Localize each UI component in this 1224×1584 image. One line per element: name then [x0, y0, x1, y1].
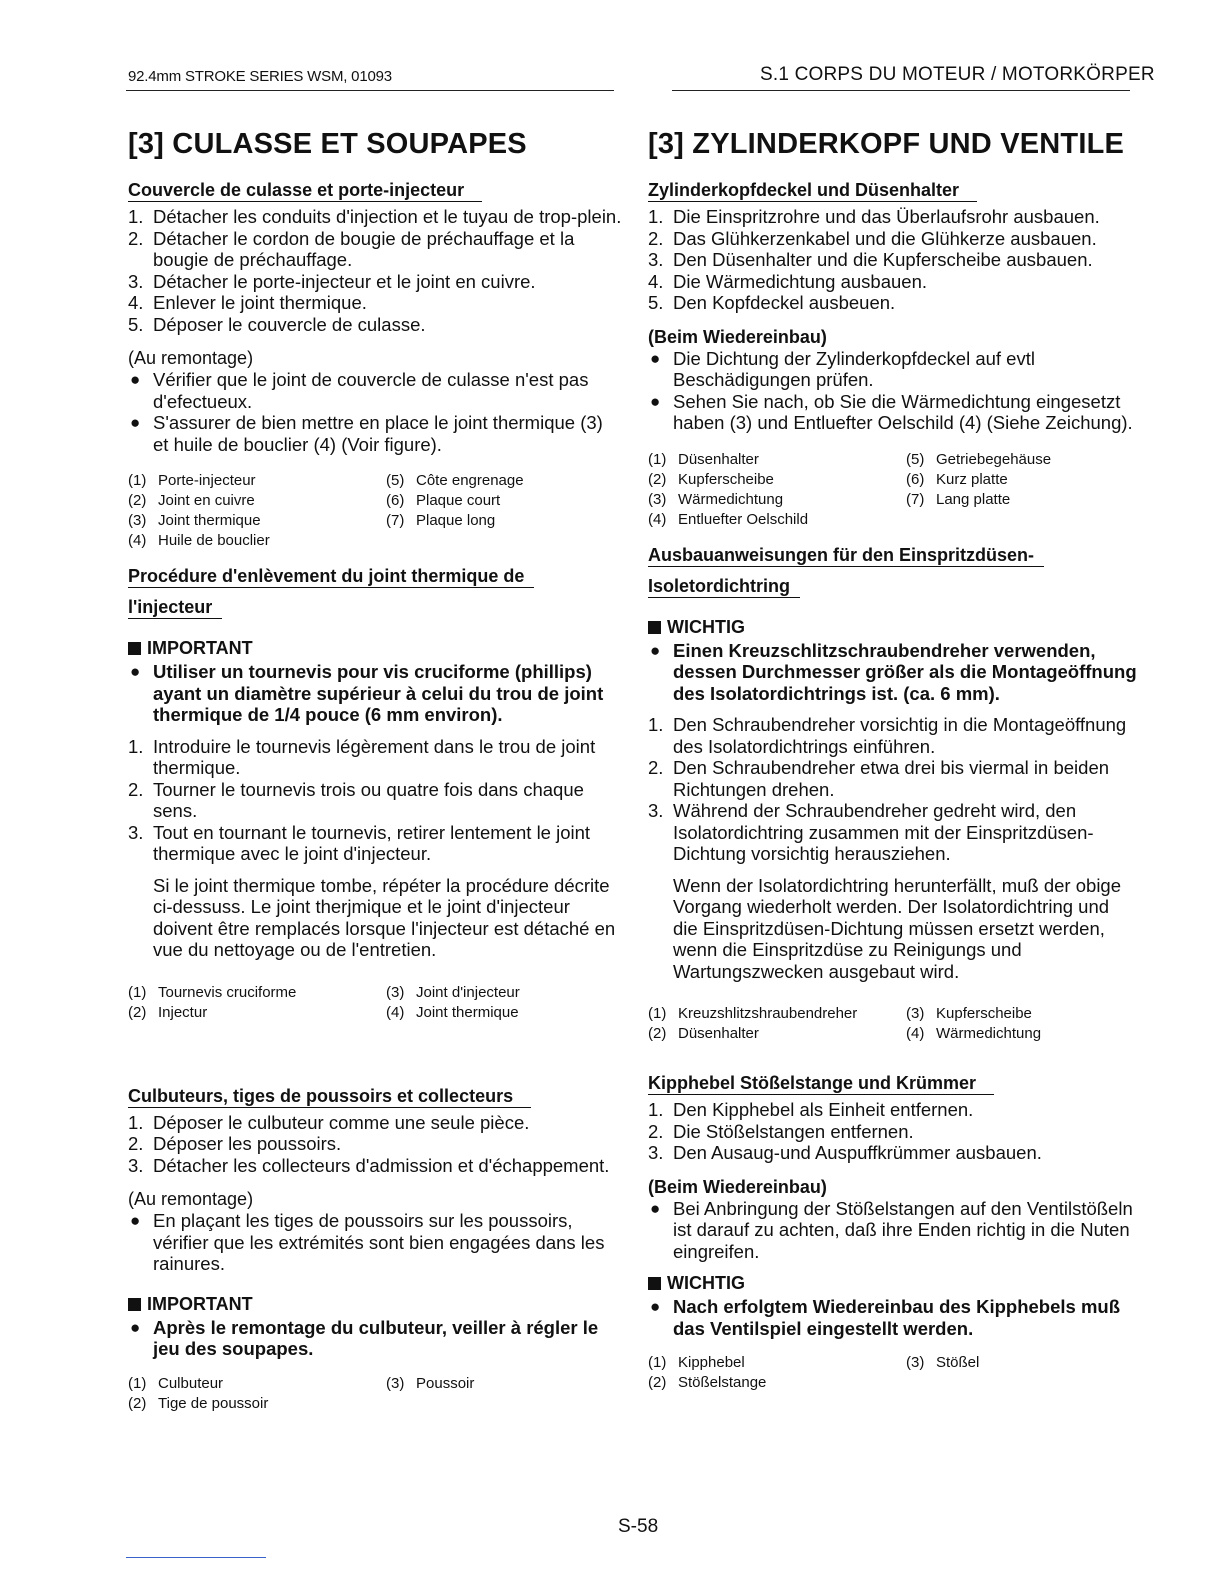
legend-item — [128, 531, 386, 551]
bullet-dot-icon: ● — [650, 1198, 661, 1218]
legend-number: (7) — [386, 512, 405, 529]
step-list — [128, 1112, 622, 1177]
step-list — [648, 714, 1138, 865]
bullet-dot-icon: ● — [130, 1317, 141, 1337]
step-item — [648, 800, 1138, 865]
legend-text: Entluefter Oelschild — [678, 510, 809, 528]
bullet-text: Einen Kreuzschlitzschraubendreher verwenden, dessen Durchmesser größer als die Montageöffnung des Isolatordichtrings ist. (ca. 6 mm). — [673, 639, 1137, 704]
step-text: Die Stößelstangen entfernen. — [673, 1120, 914, 1142]
legend-number: (2) — [648, 1374, 667, 1391]
legend-text: Kipphebel — [678, 1354, 745, 1371]
step-item — [648, 206, 1138, 228]
legend-text: Porte-injecteur — [158, 472, 256, 489]
step-number: 1. — [648, 714, 664, 735]
bullet-item — [648, 391, 1138, 434]
legend-number: (2) — [128, 1394, 147, 1412]
figure-legend — [648, 1353, 1138, 1393]
step-number: 1. — [128, 1111, 144, 1133]
step-number: 3. — [128, 270, 144, 292]
step-number: 3. — [648, 800, 664, 821]
french-column — [128, 120, 622, 1414]
step-item — [128, 779, 622, 822]
important-label — [128, 1293, 622, 1315]
legend-text: Culbuteur — [158, 1374, 224, 1392]
step-number: 1. — [128, 206, 144, 227]
step-text: Déposer les poussoirs. — [153, 1133, 342, 1154]
step-text: Den Düsenhalter und die Kupferscheibe ausbauen. — [673, 249, 1093, 270]
step-number: 2. — [128, 227, 144, 249]
bullet-item — [128, 1317, 622, 1360]
square-bullet-icon — [648, 621, 661, 634]
legend-item — [128, 511, 386, 531]
legend-item — [648, 470, 906, 490]
important-text: WICHTIG — [667, 616, 745, 637]
legend-text: Kupferscheibe — [936, 1005, 1032, 1022]
step-item — [128, 271, 622, 293]
subsection-heading: Procédure d'enlèvement du joint thermique de — [128, 565, 534, 588]
step-item — [128, 292, 622, 314]
legend-item — [906, 450, 1136, 470]
legend-text: Kurz platte — [936, 470, 1008, 488]
step-item — [648, 1099, 1138, 1121]
step-text: Die Wärmedichtung ausbauen. — [673, 270, 928, 292]
step-number: 2. — [648, 227, 664, 249]
legend-item — [386, 531, 616, 551]
figure-legend — [128, 983, 622, 1023]
legend-number: (3) — [386, 983, 405, 1001]
bullet-text: Bei Anbringung der Stößelstangen auf den Ventilstößeln ist darauf zu achten, daß ihre Enden richtig in die Nuten eingreifen. — [673, 1197, 1133, 1262]
step-text: Die Einspritzrohre und das Überlaufsrohr ausbauen. — [673, 206, 1100, 227]
important-bullets — [128, 1317, 622, 1360]
subsection-heading: Culbuteurs, tiges de poussoirs et collecteurs — [128, 1085, 531, 1108]
legend-item — [648, 1373, 906, 1393]
legend-item — [648, 490, 906, 510]
legend-text: Injectur — [158, 1003, 208, 1021]
legend-item — [386, 511, 616, 531]
reassembly-label: (Beim Wiedereinbau) — [648, 326, 827, 347]
legend-number: (3) — [906, 1354, 925, 1371]
square-bullet-icon — [128, 642, 141, 655]
step-number: 4. — [648, 270, 664, 292]
legend-text: Kupferscheibe — [678, 470, 774, 488]
step-text: Das Glühkerzenkabel und die Glühkerze ausbauen. — [673, 227, 1097, 249]
important-text: IMPORTANT — [147, 638, 253, 658]
legend-text: Plaque long — [416, 512, 496, 529]
legend-item — [906, 510, 1136, 530]
legend-item — [128, 1003, 386, 1023]
bullet-text: Sehen Sie nach, ob Sie die Wärmedichtung eingesetzt haben (3) und Entluefter Oelschild (4) (Siehe Zeichung). — [673, 390, 1133, 433]
bullet-text: Die Dichtung der Zylinderkopfdeckel auf evtl Beschädigungen prüfen. — [673, 347, 1035, 390]
step-text: Tourner le tournevis trois ou quatre fois dans chaque sens. — [153, 778, 584, 821]
bullet-dot-icon: ● — [650, 1297, 661, 1316]
bullet-list — [648, 348, 1138, 434]
step-number: 5. — [128, 313, 144, 335]
legend-number: (5) — [386, 472, 405, 489]
important-text: IMPORTANT — [147, 1293, 253, 1314]
legend-text: Wärmedichtung — [936, 1025, 1042, 1042]
legend-text: Tournevis cruciforme — [158, 983, 297, 1001]
step-number: 4. — [128, 292, 144, 313]
step-text: Déposer le culbuteur comme une seule pièce. — [153, 1111, 530, 1133]
legend-item — [906, 1024, 1136, 1044]
legend-text: Poussoir — [416, 1374, 475, 1392]
legend-item — [128, 1374, 386, 1394]
header-rule-right — [672, 90, 1130, 91]
legend-number: (2) — [128, 1003, 147, 1021]
legend-number: (6) — [906, 470, 925, 488]
legend-number: (3) — [386, 1374, 405, 1392]
header-rule-left — [126, 90, 614, 91]
step-number: 2. — [128, 1133, 144, 1154]
subsection-heading-cont: Isoletordichtring — [648, 575, 800, 598]
legend-number: (5) — [906, 450, 925, 468]
step-number: 3. — [648, 249, 664, 270]
bullet-list — [128, 369, 622, 455]
step-text: Den Kipphebel als Einheit entfernen. — [673, 1099, 974, 1120]
step-text: Den Ausaug-und Auspuffkrümmer ausbauen. — [673, 1142, 1042, 1163]
legend-text: Kreuzshlitzshraubendreher — [678, 1005, 858, 1022]
bullet-text: Nach erfolgtem Wiedereinbau des Kipphebels muß das Ventilspiel eingestellt werden. — [673, 1296, 1120, 1339]
bullet-text: Vérifier que le joint de couvercle de culasse n'est pas d'efectueux. — [153, 369, 589, 412]
legend-number: (2) — [648, 1025, 667, 1042]
legend-number: (7) — [906, 490, 925, 508]
figure-legend — [128, 471, 622, 551]
legend-text: Wärmedichtung — [678, 490, 784, 508]
bullet-dot-icon: ● — [130, 1211, 141, 1230]
step-item — [648, 292, 1138, 314]
legend-item — [648, 510, 906, 530]
bullet-list — [648, 1198, 1138, 1263]
legend-text: Huile de bouclier — [158, 532, 270, 549]
step-item — [648, 271, 1138, 293]
step-item — [648, 249, 1138, 271]
legend-number: (3) — [648, 490, 667, 508]
bullet-item — [648, 1296, 1138, 1339]
step-list — [648, 1099, 1138, 1164]
step-text: Den Kopfdeckel ausbeuen. — [673, 292, 896, 313]
subsection-heading-cont: l'injecteur — [128, 596, 222, 619]
step-number: 2. — [128, 778, 144, 800]
legend-item — [906, 470, 1136, 490]
note-paragraph: Wenn der Isolatordichtring herunterfällt, muß der obige Vorgang wiederholt werden. Der Isolatordichtring und die Einspritzdüsen-Dichtung müssen ersetzt werden, wenn die Einspritzdüse zu Reinigungs und Wartungszwecken ausgebaut wird. — [673, 874, 1122, 982]
legend-text: Plaque court — [416, 492, 501, 509]
bullet-item — [128, 661, 622, 726]
bullet-item — [648, 1198, 1138, 1263]
step-item — [648, 757, 1138, 800]
legend-text: Joint thermique — [416, 1003, 519, 1021]
legend-number: (1) — [128, 1374, 147, 1392]
bullet-item — [128, 412, 622, 455]
legend-number: (2) — [128, 492, 147, 509]
legend-item — [386, 471, 616, 491]
legend-text: Lang platte — [936, 490, 1011, 508]
legend-number: (4) — [648, 510, 667, 528]
legend-item — [386, 1394, 616, 1414]
figure-legend — [648, 450, 1138, 530]
step-item — [648, 1142, 1138, 1164]
legend-item — [128, 983, 386, 1003]
legend-item — [648, 1353, 906, 1373]
step-text: Enlever le joint thermique. — [153, 292, 367, 313]
step-text: Détacher le cordon de bougie de préchauffage et la bougie de préchauffage. — [153, 227, 575, 270]
step-text: Tout en tournant le tournevis, retirer lentement le joint thermique avec le joint d'injecteur. — [153, 821, 591, 864]
legend-item — [386, 1003, 616, 1023]
legend-item — [906, 1373, 1136, 1393]
subsection-heading: Ausbauanweisungen für den Einspritzdüsen- — [648, 544, 1044, 567]
bullet-dot-icon: ● — [130, 662, 141, 681]
step-text: Den Schraubendreher etwa drei bis viermal in beiden Richtungen drehen. — [673, 757, 1110, 800]
step-item — [128, 1133, 622, 1155]
step-number: 3. — [128, 821, 144, 843]
step-text: Détacher les collecteurs d'admission et d'échappement. — [153, 1154, 610, 1176]
legend-number: (1) — [128, 983, 147, 1001]
bullet-list — [128, 1210, 622, 1275]
legend-text: Joint en cuivre — [158, 492, 255, 509]
legend-text: Côte engrenage — [416, 472, 524, 489]
bullet-item — [648, 640, 1138, 705]
subsection-heading: Couvercle de culasse et porte-injecteur — [128, 179, 482, 202]
bullet-item — [128, 369, 622, 412]
step-text: Den Schraubendreher vorsichtig in die Montageöffnung des Isolatordichtrings einführen. — [673, 714, 1127, 757]
step-text: Déposer le couvercle de culasse. — [153, 313, 426, 335]
important-label — [128, 637, 622, 659]
note-paragraph: Si le joint thermique tombe, répéter la procédure décrite ci-dessuss. Le joint therjmique et le joint d'injecteur doivent être remplacés lorsque l'injecteur est détaché en vue du nettoyage ou de l'entretien. — [153, 874, 616, 960]
bullet-text: Après le remontage du culbuteur, veiller à régler le jeu des soupapes. — [153, 1316, 599, 1359]
step-item — [128, 228, 622, 271]
legend-text: Düsenhalter — [678, 450, 759, 468]
step-list — [128, 736, 622, 865]
legend-item — [128, 471, 386, 491]
legend-item — [648, 450, 906, 470]
legend-number: (1) — [648, 450, 667, 468]
page-number: S-58 — [618, 1516, 659, 1537]
bullet-item — [128, 1210, 622, 1275]
step-number: 1. — [128, 735, 144, 757]
step-item — [128, 206, 622, 228]
legend-text: Stößelstange — [678, 1374, 767, 1391]
legend-item — [128, 1394, 386, 1414]
german-column — [648, 120, 1138, 1393]
important-bullets — [648, 640, 1138, 705]
figure-legend — [128, 1374, 622, 1414]
section-title-de: [3] ZYLINDERKOPF UND VENTILE — [648, 128, 1125, 160]
step-number: 1. — [648, 1099, 664, 1120]
header-right: S.1 CORPS DU MOTEUR / MOTORKÖRPER — [760, 64, 1155, 85]
step-item — [128, 1112, 622, 1134]
legend-number: (1) — [648, 1005, 667, 1022]
bullet-item — [648, 348, 1138, 391]
step-list — [128, 206, 622, 335]
bullet-dot-icon: ● — [650, 640, 661, 660]
important-label — [648, 616, 1138, 638]
reassembly-label: (Beim Wiedereinbau) — [648, 1176, 827, 1197]
step-item — [648, 228, 1138, 250]
important-text: WICHTIG — [667, 1273, 745, 1293]
figure-legend — [648, 1004, 1138, 1044]
bullet-text: En plaçant les tiges de poussoirs sur les poussoirs, vérifier que les extrémités sont bien engagées dans les rainures. — [153, 1210, 605, 1274]
step-text: Während der Schraubendreher gedreht wird, den Isolatordichtring zusammen mit der Einspritzdüsen-Dichtung vorsichtig herausziehen. — [673, 800, 1094, 864]
bullet-text: S'assurer de bien mettre en place le joint thermique (3) et huile de bouclier (4) (Voir figure). — [153, 412, 603, 455]
legend-item — [906, 1004, 1136, 1024]
legend-number: (4) — [128, 532, 147, 549]
reassembly-label: (Au remontage) — [128, 1189, 254, 1209]
bullet-dot-icon: ● — [650, 348, 661, 368]
legend-text: Joint thermique — [158, 512, 261, 529]
important-bullets — [128, 661, 622, 726]
step-text: Détacher le porte-injecteur et le joint en cuivre. — [153, 270, 536, 292]
legend-number: (2) — [648, 470, 667, 488]
legend-text: Düsenhalter — [678, 1025, 759, 1042]
legend-item — [648, 1024, 906, 1044]
legend-number: (3) — [128, 512, 147, 529]
legend-item — [906, 1353, 1136, 1373]
step-text: Détacher les conduits d'injection et le tuyau de trop-plein. — [153, 206, 622, 227]
square-bullet-icon — [648, 1277, 661, 1290]
step-number: 3. — [128, 1154, 144, 1176]
important-label — [648, 1272, 1138, 1294]
square-bullet-icon — [128, 1298, 141, 1311]
legend-number: (3) — [906, 1005, 925, 1022]
step-item — [128, 1155, 622, 1177]
bullet-text: Utiliser un tournevis pour vis cruciforme (phillips) ayant un diamètre supérieur à celui du trou de joint thermique de 1/4 pouce (6 mm environ). — [153, 661, 604, 725]
step-text: Introduire le tournevis légèrement dans le trou de joint thermique. — [153, 735, 596, 778]
step-list — [648, 206, 1138, 314]
reassembly-label: (Au remontage) — [128, 348, 254, 368]
legend-item — [386, 1374, 616, 1394]
legend-item — [906, 490, 1136, 510]
bullet-dot-icon: ● — [130, 413, 141, 432]
legend-text: Joint d'injecteur — [416, 983, 520, 1001]
legend-item — [648, 1004, 906, 1024]
step-item — [648, 714, 1138, 757]
step-number: 5. — [648, 292, 664, 313]
footer-rule — [126, 1557, 266, 1558]
important-bullets — [648, 1296, 1138, 1339]
legend-text: Getriebegehäuse — [936, 450, 1052, 468]
step-number: 1. — [648, 206, 664, 227]
bullet-dot-icon: ● — [650, 391, 661, 411]
subsection-heading: Zylinderkopfdeckel und Düsenhalter — [648, 179, 977, 202]
step-item — [128, 314, 622, 336]
step-item — [128, 822, 622, 865]
subsection-heading: Kipphebel Stößelstange und Krümmer — [648, 1072, 994, 1095]
legend-text: Tige de poussoir — [158, 1394, 269, 1412]
section-title-fr: [3] CULASSE ET SOUPAPES — [128, 128, 527, 160]
legend-item — [128, 491, 386, 511]
legend-number: (6) — [386, 492, 405, 509]
legend-number: (4) — [906, 1025, 925, 1042]
step-number: 2. — [648, 1120, 664, 1142]
step-number: 2. — [648, 757, 664, 778]
header-left: 92.4mm STROKE SERIES WSM, 01093 — [128, 68, 392, 85]
legend-number: (1) — [648, 1354, 667, 1371]
legend-text: Stößel — [936, 1354, 980, 1371]
step-item — [648, 1121, 1138, 1143]
step-number: 3. — [648, 1142, 664, 1163]
legend-item — [386, 983, 616, 1003]
legend-item — [386, 491, 616, 511]
step-item — [128, 736, 622, 779]
legend-number: (4) — [386, 1003, 405, 1021]
legend-number: (1) — [128, 472, 147, 489]
bullet-dot-icon: ● — [130, 370, 141, 389]
